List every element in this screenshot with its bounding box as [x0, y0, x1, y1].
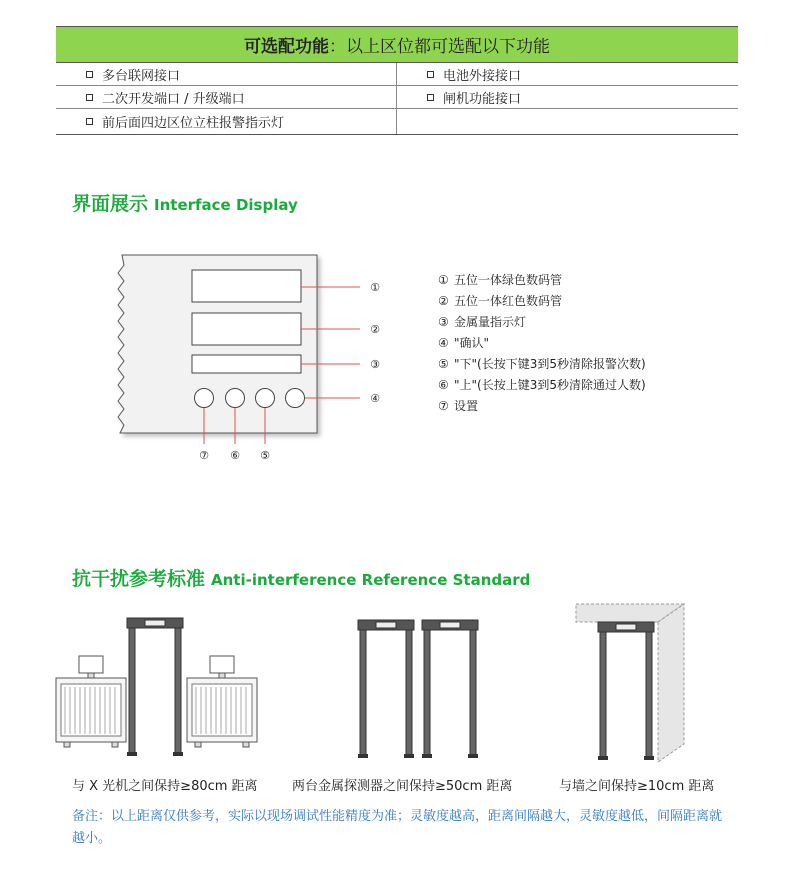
metal-detector-gate-2	[422, 620, 478, 758]
scene-two-gates	[358, 620, 478, 758]
table-cell	[56, 109, 397, 134]
interference-section-title	[72, 564, 530, 591]
marker-7: ⑦	[199, 449, 209, 462]
checkbox-square-icon	[427, 94, 434, 101]
cell-label: 多台联网接口	[102, 68, 181, 84]
table-row	[56, 86, 738, 109]
legend-item: ③ 金属量指示灯	[438, 315, 527, 329]
checkbox-square-icon	[86, 94, 93, 101]
scene-wall-distance	[576, 604, 684, 762]
header-bold-text: 可选配功能	[244, 37, 329, 57]
legend-item: ⑥ "上"(长按上键3到5秒清除通过人数)	[438, 378, 646, 392]
control-panel-diagram	[110, 250, 410, 470]
table-row	[56, 63, 738, 86]
metal-level-indicator	[192, 355, 301, 373]
up-button	[226, 389, 245, 408]
checkbox-square-icon	[86, 71, 93, 78]
optional-features-table	[56, 26, 738, 135]
table-cell	[56, 86, 397, 108]
interface-legend	[438, 270, 646, 417]
legend-item: ② 五位一体红色数码管	[438, 294, 563, 308]
set-button	[195, 389, 214, 408]
cell-label: 二次开发端口 / 升级端口	[102, 91, 245, 107]
checkbox-square-icon	[86, 118, 93, 125]
remark-note: 备注：以上距离仅供参考，实际以现场调试性能精度为准；灵敏度越高，距离间隔越大，灵敏度越低，间隔距离就越小。	[72, 809, 723, 846]
interface-section-title	[72, 189, 298, 216]
section-title-cn: 界面展示	[72, 193, 149, 215]
section-title-cn: 抗干扰参考标准	[72, 568, 206, 590]
table-cell	[397, 63, 738, 85]
metal-detector-gate	[127, 618, 183, 756]
marker-3: ③	[370, 358, 380, 371]
marker-1: ①	[370, 281, 380, 294]
caption-xray: 与 X 光机之间保持≥80cm 距离	[72, 779, 258, 794]
marker-5: ⑤	[260, 449, 270, 462]
xray-machine-right	[187, 656, 257, 747]
marker-4: ④	[370, 392, 380, 405]
marker-2: ②	[370, 323, 380, 336]
down-button	[256, 389, 275, 408]
optional-features-header	[56, 26, 738, 63]
cell-label: 前后面四边区位立柱报警指示灯	[102, 116, 285, 131]
cell-label: 电池外接接口	[443, 68, 522, 84]
metal-detector-gate	[598, 622, 654, 760]
cell-label: 闸机功能接口	[443, 91, 522, 107]
checkbox-square-icon	[427, 71, 434, 78]
table-cell	[56, 63, 397, 85]
confirm-button	[286, 389, 305, 408]
red-digit-display	[192, 313, 301, 345]
legend-item: ① 五位一体绿色数码管	[438, 273, 563, 287]
metal-detector-gate-1	[358, 620, 414, 758]
legend-item: ⑦ 设置	[438, 399, 479, 413]
caption-wall: 与墙之间保持≥10cm 距离	[559, 779, 715, 794]
section-title-en: Anti-interference Reference Standard	[211, 571, 531, 589]
section-title-en: Interface Display	[154, 196, 298, 214]
green-digit-display	[192, 270, 301, 302]
legend-item: ④ "确认"	[438, 336, 490, 350]
marker-6: ⑥	[230, 449, 240, 462]
header-rest-text: ：以上区位都可选配以下功能	[329, 37, 550, 57]
table-cell-empty	[397, 109, 738, 134]
table-row	[56, 109, 738, 134]
caption-two-gates: 两台金属探测器之间保持≥50cm 距离	[292, 779, 513, 794]
legend-item: ⑤ "下"(长按下键3到5秒清除报警次数)	[438, 357, 646, 371]
xray-machine-left	[56, 656, 126, 747]
table-cell	[397, 86, 738, 108]
interference-illustrations	[0, 600, 794, 770]
scene-xray-distance	[56, 618, 257, 756]
